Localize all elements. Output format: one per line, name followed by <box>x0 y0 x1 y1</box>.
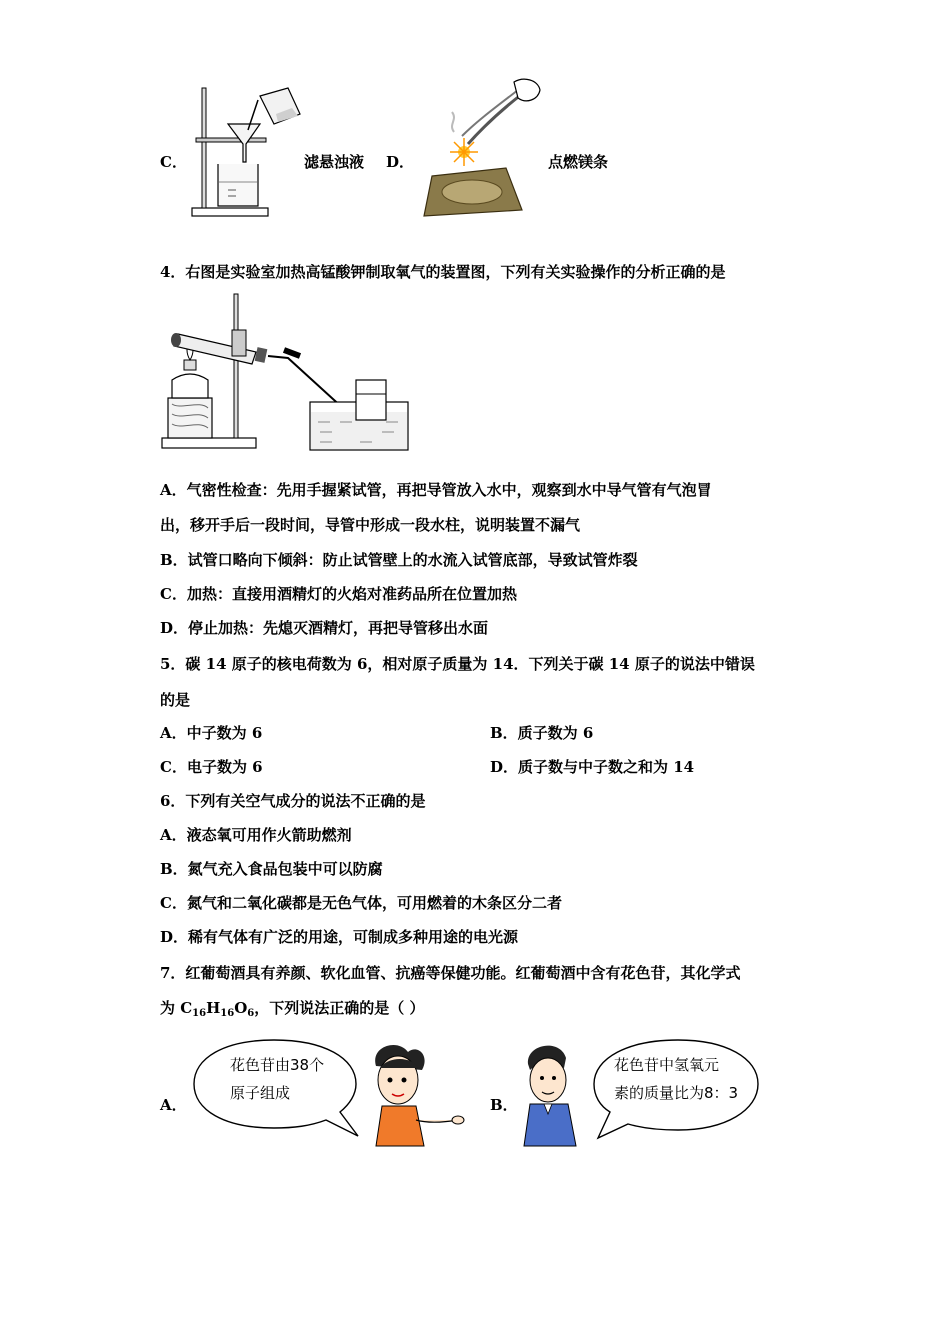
q3-option-c-caption: 滤悬浊液 <box>304 153 365 171</box>
q5-stem-line2: 的是 <box>160 691 191 709</box>
q3-option-d-label: D． <box>386 153 415 171</box>
q7-a-bubble-line1: 花色苷由38个 <box>230 1056 325 1074</box>
q7-a-bubble-line2: 原子组成 <box>230 1084 291 1102</box>
q4-option-c: C．加热：直接用酒精灯的火焰对准药品所在位置加热 <box>160 585 517 603</box>
q4-option-d: D．停止加热：先熄灭酒精灯，再把导管移出水面 <box>160 619 489 637</box>
q5-stem-line1: 5．碳 14 原子的核电荷数为 6，相对原子质量为 14．下列关于碳 14 原子的说法中错误 <box>160 655 755 673</box>
q6-stem: 6．下列有关空气成分的说法不正确的是 <box>160 792 426 810</box>
q6-option-a: A．液态氧可用作火箭助燃剂 <box>160 826 352 844</box>
q5-option-d: D．质子数与中子数之和为 14 <box>490 758 695 776</box>
burning-magnesium-figure <box>414 72 546 220</box>
q7-stem-line2: 为 $C_{16}H_{16}O_6$，下列说法正确的是（ ） <box>160 999 425 1019</box>
q5-option-b: B．质子数为 6 <box>490 724 594 742</box>
q5-option-a: A．中子数为 6 <box>160 724 263 742</box>
q6-option-d: D．稀有气体有广泛的用途，可制成多种用途的电光源 <box>160 928 519 946</box>
q6-option-c: C．氮气和二氧化碳都是无色气体，可用燃着的木条区分二者 <box>160 894 562 912</box>
q4-option-a-line1: A．气密性检查：先用手握紧试管，再把导管放入水中，观察到水中导气管有气泡冒 <box>160 481 712 499</box>
boy-cartoon-icon <box>524 1046 576 1146</box>
q7-option-b-figure <box>518 1036 762 1148</box>
girl-cartoon-icon <box>375 1045 464 1146</box>
q6-option-b: B．氮气充入食品包装中可以防腐 <box>160 860 383 878</box>
q5-option-c: C．电子数为 6 <box>160 758 263 776</box>
q3-option-d-caption: 点燃镁条 <box>548 153 609 171</box>
kmno4-oxygen-apparatus-figure <box>160 290 412 454</box>
q4-option-b: B．试管口略向下倾斜：防止试管壁上的水流入试管底部，导致试管炸裂 <box>160 551 638 569</box>
q7-b-bubble-line2: 素的质量比为8：3 <box>614 1084 739 1102</box>
q4-option-a-line2: 出，移开手后一段时间，导管中形成一段水柱，说明装置不漏气 <box>160 516 581 534</box>
q7-stem-line1: 7．红葡萄酒具有养颜、软化血管、抗癌等保健功能。红葡萄酒中含有花色苷，其化学式 <box>160 964 741 982</box>
filtration-apparatus-figure <box>188 78 304 220</box>
q7-option-a-figure <box>190 1036 470 1148</box>
q4-stem: 4．右图是实验室加热高锰酸钾制取氧气的装置图，下列有关实验操作的分析正确的是 <box>160 263 726 281</box>
q7-b-bubble-line1: 花色苷中氢氧元 <box>614 1056 720 1074</box>
q7-option-b-label: B． <box>490 1096 518 1114</box>
q3-option-c-label: C． <box>160 153 187 171</box>
q7-option-a-label: A． <box>160 1096 187 1114</box>
